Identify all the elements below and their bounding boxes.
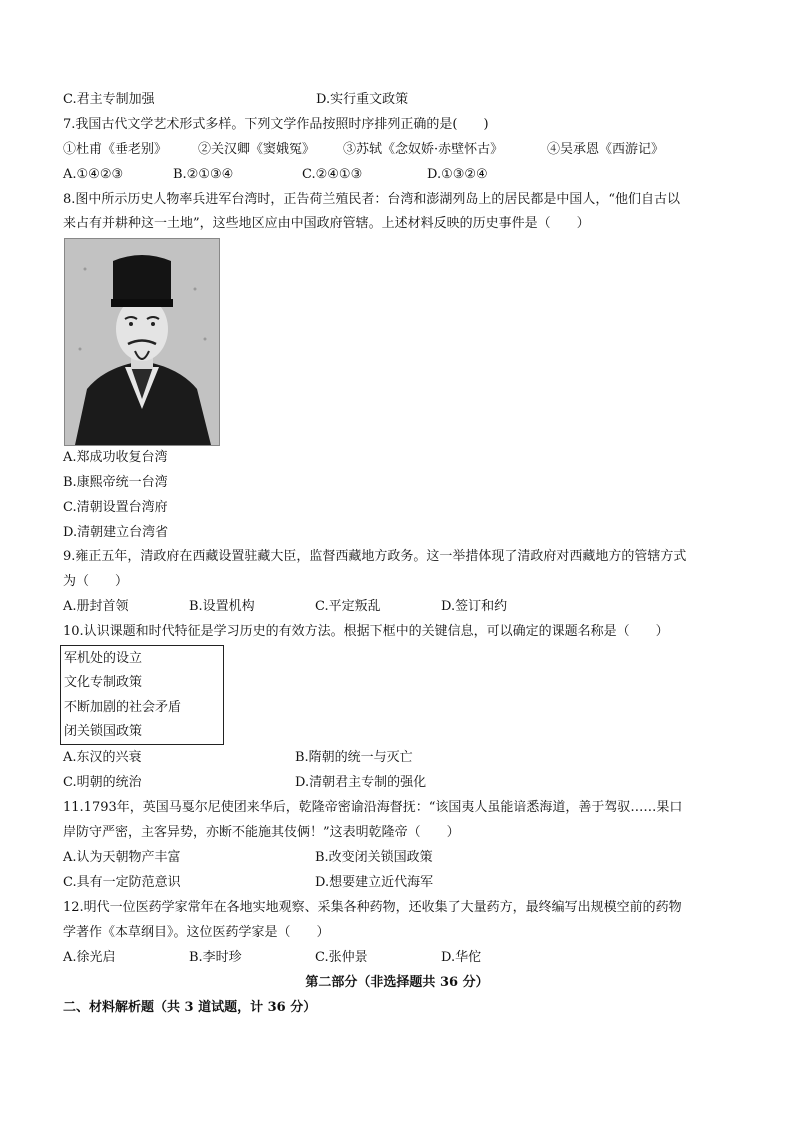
q7-option-b: B.②①③④ [173, 167, 234, 182]
q12-option-b: B.李时珍 [189, 950, 242, 965]
q10-option-c: C.明朝的统治 [63, 775, 142, 790]
q11-stem-line1: 11.1793年，英国马戛尔尼使团来华后，乾隆帝密谕沿海督抚：“该国夷人虽能谙悉海道，善于驾驭……果口 [63, 800, 683, 815]
q6-option-c: C.君主专制加强 [63, 92, 155, 107]
q8-stem-line1: 8.图中所示历史人物率兵进军台湾时，正告荷兰殖民者：台湾和澎湖列岛上的居民都是中国人，“他们自古以 [63, 192, 681, 207]
q6-option-d: D.实行重文政策 [316, 92, 409, 107]
q10-box-item-4: 闭关锁国政策 [64, 724, 143, 739]
q10-option-d: D.清朝君主专制的强化 [295, 775, 427, 790]
q11-option-b: B.改变闭关锁国政策 [315, 850, 433, 865]
q10-key-info-box [60, 645, 224, 745]
q7-option-a: A.①④②③ [63, 167, 124, 182]
q11-option-c: C.具有一定防范意识 [63, 875, 181, 890]
q10-option-b: B.隋朝的统一与灭亡 [295, 750, 413, 765]
q12-stem-line1: 12.明代一位医药学家常年在各地实地观察、采集各种药物，还收集了大量药方，最终编写出规模空前的药物 [63, 900, 682, 915]
historical-figure-portrait [64, 238, 220, 446]
q9-option-c: C.平定叛乱 [315, 599, 381, 614]
q12-option-a: A.徐光启 [63, 950, 116, 965]
q10-option-a: A.东汉的兴衰 [63, 750, 142, 765]
q7-item-3: ③苏轼《念奴娇·赤壁怀古》 [343, 142, 504, 157]
q11-option-a: A.认为天朝物产丰富 [63, 850, 181, 865]
q7-item-1: ①杜甫《垂老别》 [63, 142, 168, 157]
q7-item-2: ②关汉卿《窦娥冤》 [198, 142, 316, 157]
q8-option-b: B.康熙帝统一台湾 [63, 475, 168, 490]
q7-option-c: C.②④①③ [302, 167, 363, 182]
q9-option-b: B.设置机构 [189, 599, 255, 614]
q8-option-d: D.清朝建立台湾省 [63, 525, 169, 540]
q12-option-d: D.华佗 [441, 950, 482, 965]
q9-stem-line2: 为（ ） [63, 574, 129, 589]
q8-option-a: A.郑成功收复台湾 [63, 450, 168, 465]
q10-box-item-1: 军机处的设立 [64, 651, 143, 666]
q12-option-c: C.张仲景 [315, 950, 368, 965]
q10-box-item-3: 不断加剧的社会矛盾 [64, 700, 182, 715]
q9-stem-line1: 9.雍正五年，清政府在西藏设置驻藏大臣，监督西藏地方政务。这一举措体现了清政府对西藏地方的管辖方式 [63, 549, 687, 564]
q12-stem-line2: 学著作《本草纲目》。这位医药学家是（ ） [63, 925, 330, 940]
part2-title: 第二部分（非选择题共 36 分） [305, 975, 489, 990]
q7-option-d: D.①③②④ [427, 167, 488, 182]
q10-box-item-2: 文化专制政策 [64, 675, 143, 690]
q11-option-d: D.想要建立近代海军 [315, 875, 434, 890]
q10-stem: 10.认识课题和时代特征是学习历史的有效方法。根据下框中的关键信息，可以确定的课题名称是（ ） [63, 624, 669, 639]
q7-stem: 7.我国古代文学艺术形式多样。下列文学作品按照时序排列正确的是( ) [63, 117, 489, 132]
q9-option-d: D.签订和约 [441, 599, 508, 614]
part2-section-heading: 二、材料解析题（共 3 道试题，计 36 分） [63, 1000, 317, 1015]
q8-stem-line2: 来占有并耕种这一土地”，这些地区应由中国政府管辖。上述材料反映的历史事件是（ ） [63, 216, 590, 231]
q9-option-a: A.册封首领 [63, 599, 129, 614]
q11-stem-line2: 岸防守严密，主客异势，亦断不能施其伎俩！”这表明乾隆帝（ ） [63, 825, 460, 840]
q7-item-4: ④吴承恩《西游记》 [547, 142, 665, 157]
q8-option-c: C.清朝设置台湾府 [63, 500, 168, 515]
